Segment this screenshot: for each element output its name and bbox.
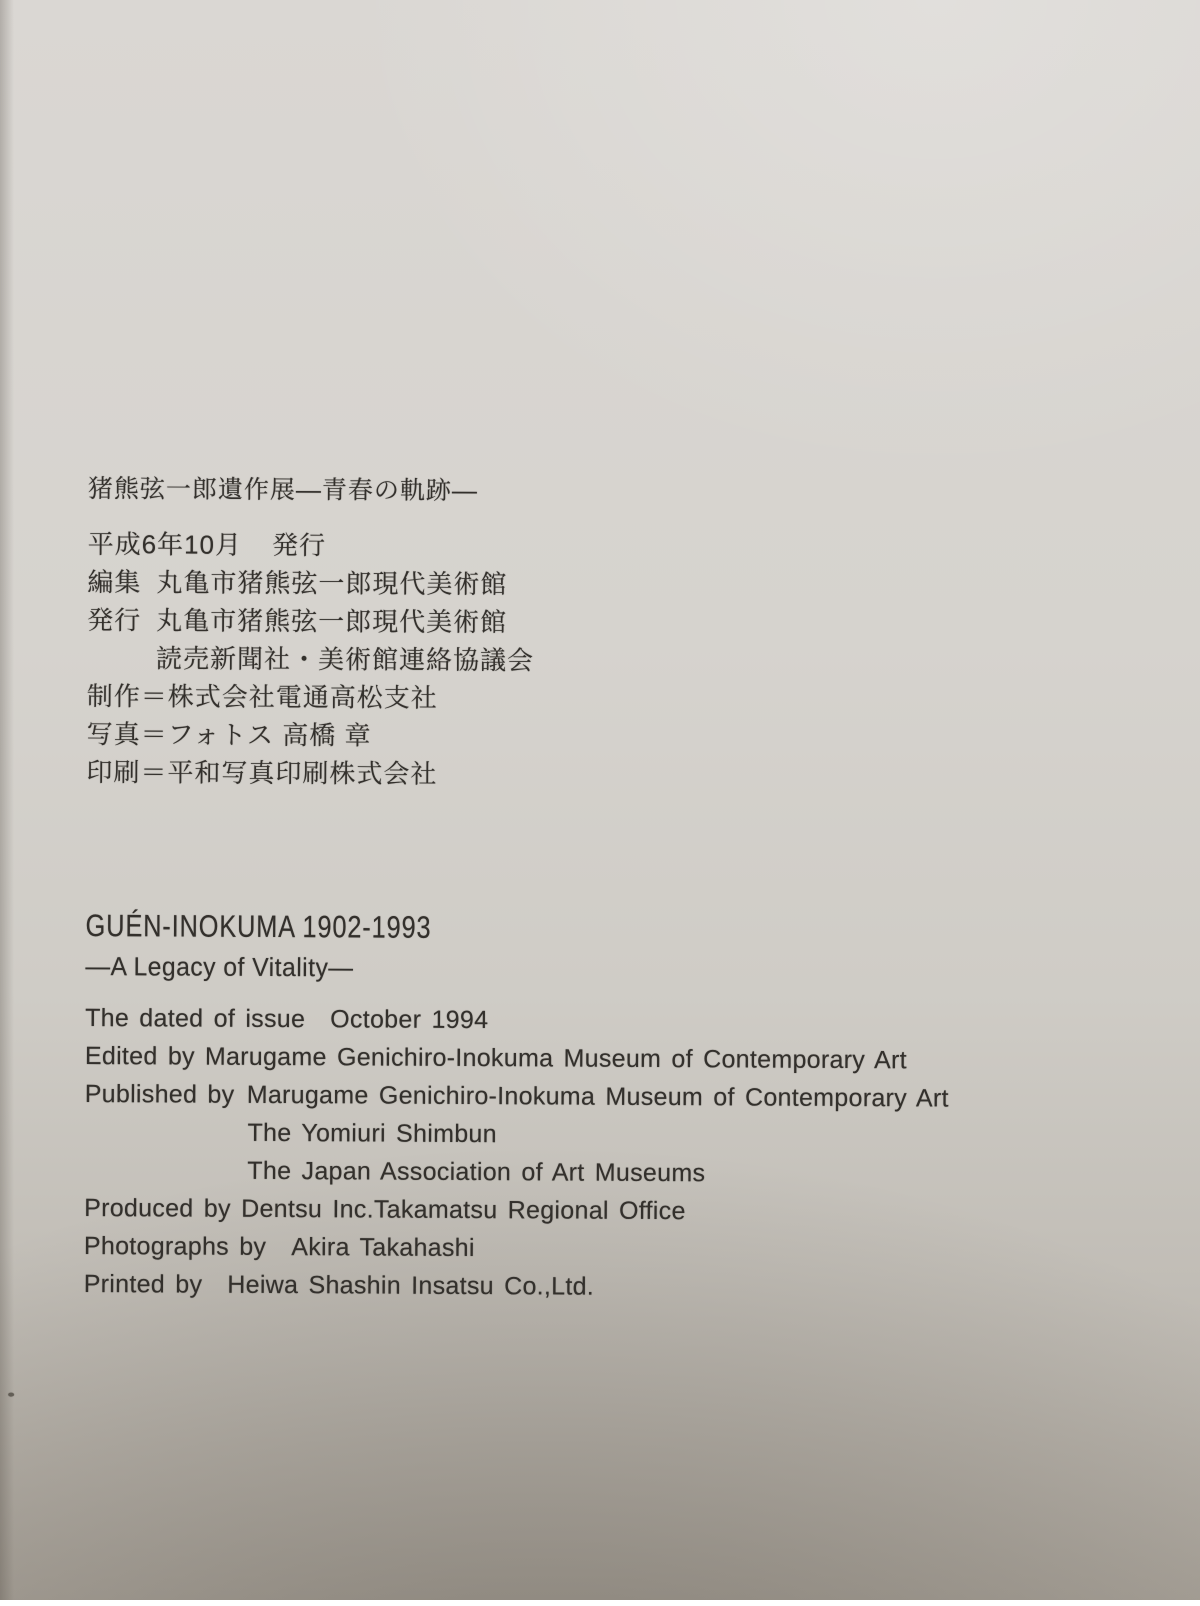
credit-value-jp: 読売新聞社・美術館連絡協議会 [156,643,534,675]
credit-value: Dentsu Inc.Takamatsu Regional Office [241,1195,686,1225]
credit-value-jp: 丸亀市猪熊弦一郎現代美術館 [156,605,507,637]
issued-word-japanese: 発行 [272,530,326,560]
credit-row-printed-by [84,1265,948,1308]
credit-value: Marugame Genichiro-Inokuma Museum of Contemporary Art [247,1081,949,1113]
exhibition-title-english: GUÉN-INOKUMA 1902-1993 [86,905,795,951]
credit-label-jp: 発行 [87,601,156,639]
credit-label: The dated of issue [85,1004,305,1033]
credit-label: Photographs by [84,1232,266,1261]
credit-row-publisher2-jp [87,639,534,679]
credit-row-issue-date [85,999,949,1042]
credit-value: The Japan Association of Art Museums [247,1157,705,1187]
credit-label-jp: 編集 [87,563,156,601]
credit-value: Akira Takahashi [291,1233,475,1262]
credit-value: October 1994 [330,1005,488,1034]
credit-value: The Yomiuri Shimbun [247,1119,496,1148]
english-colophon-section [84,905,950,1308]
dust-speck [8,1393,14,1397]
credit-label: Printed by [84,1270,203,1299]
credit-value-jp: 写真＝フォトス 高橋 章 [87,719,372,750]
credit-row-publisher-art-museums [84,1151,948,1194]
credit-value-jp: 印刷＝平和写真印刷株式会社 [86,757,437,789]
credit-value-jp: 丸亀市猪熊弦一郎現代美術館 [156,567,507,599]
japanese-colophon-section [86,470,535,793]
english-credit-rows [84,999,950,1308]
credit-row-produced-jp [87,677,534,717]
credit-row-photographs-by [84,1227,948,1270]
credit-label: Published by [85,1075,247,1114]
credit-row-published-jp [87,601,534,641]
credit-value-jp: 制作＝株式会社電通高松支社 [87,681,438,713]
credit-row-photographs-jp [87,715,534,755]
credit-label: Produced by [84,1189,241,1228]
credit-row-edited-jp [87,563,534,603]
credit-row-edited-by [85,1037,949,1080]
credit-value: Marugame Genichiro-Inokuma Museum of Contemporary Art [205,1043,907,1075]
issue-date-japanese: 平成6年10月 [88,529,243,560]
issue-date-line-japanese [88,525,535,565]
credit-value: Heiwa Shashin Insatsu Co.,Ltd. [227,1271,594,1301]
credit-label: Edited by [85,1042,195,1071]
credit-row-published-by [85,1075,949,1118]
credit-row-printed-jp [86,753,533,793]
exhibition-title-japanese: 猪熊弦一郎遺作展―青春の軌跡― [88,470,535,510]
credit-row-produced-by [84,1189,948,1232]
credit-row-publisher-yomiuri [84,1113,948,1156]
exhibition-subtitle-english: —A Legacy of Vitality— [85,947,906,989]
